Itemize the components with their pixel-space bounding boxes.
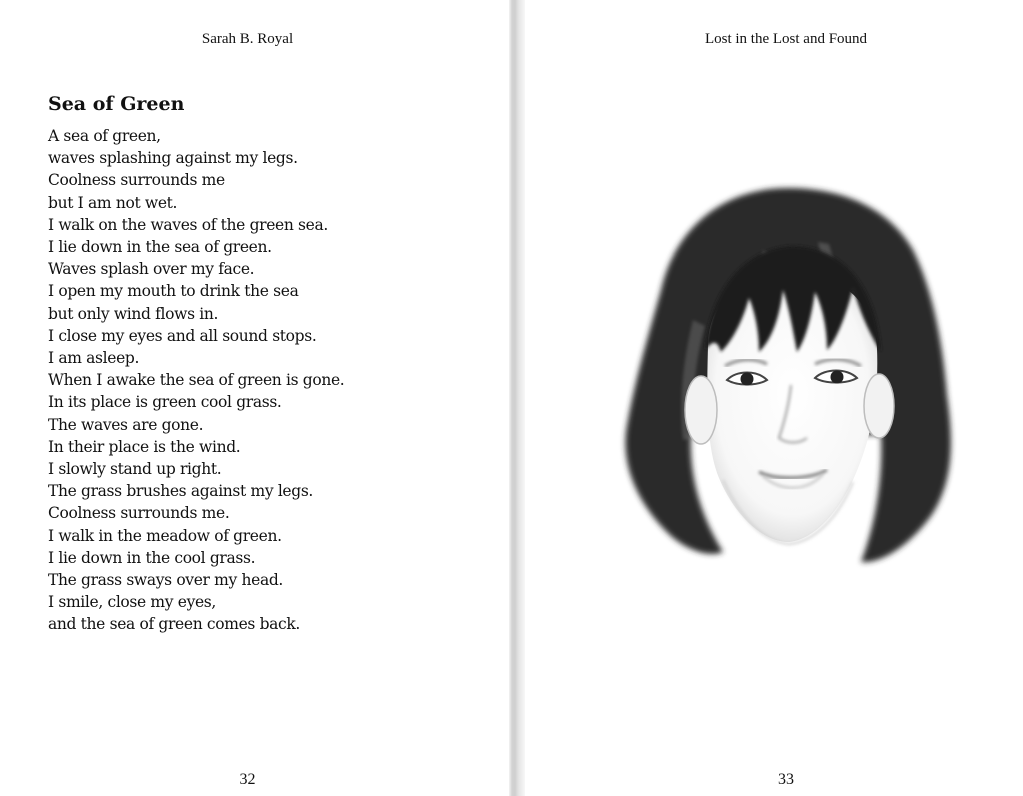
poem-line: Waves splash over my face. [48, 260, 255, 279]
poem-line: I lie down in the sea of green. [48, 238, 272, 257]
poem-line: The grass sways over my head. [48, 571, 284, 590]
poem-line: A sea of green, [48, 127, 161, 145]
right-page[interactable] [525, 0, 1023, 796]
poem-line: Coolness surrounds me. [48, 504, 230, 523]
page-number-left: 32 [239, 771, 256, 788]
girl-portrait-image [613, 180, 958, 575]
poem-line: I smile, close my eyes, [48, 593, 216, 612]
poem-line: I walk in the meadow of green. [48, 526, 282, 545]
poem-line: but only wind flows in. [48, 304, 219, 323]
poem-line: I walk on the waves of the green sea. [48, 215, 328, 234]
book-title-running-head: Lost in the Lost and Found [704, 31, 868, 47]
book-spine-gutter [509, 0, 525, 796]
poem-line: I slowly stand up right. [48, 460, 222, 479]
poem-line: The grass brushes against my legs. [48, 482, 314, 501]
poem-line: I am asleep. [48, 349, 140, 368]
poem-line: I lie down in the cool grass. [48, 548, 256, 567]
poem-line: I close my eyes and all sound stops. [48, 326, 317, 345]
poem-title: Sea of Green [48, 93, 185, 115]
poem-line: Coolness surrounds me [48, 171, 225, 190]
poem-line: but I am not wet. [48, 193, 178, 212]
poem-line: waves splashing against my legs. [48, 149, 298, 168]
poem-line: When I awake the sea of green is gone. [48, 371, 345, 390]
poem-line: and the sea of green comes back. [48, 615, 300, 634]
poem-line: In its place is green cool grass. [48, 393, 282, 412]
left-page[interactable] [0, 0, 509, 796]
poem-line: I open my mouth to drink the sea [48, 282, 299, 301]
page-number-right: 33 [778, 771, 794, 788]
poem-text [48, 125, 344, 636]
poem-line: The waves are gone. [48, 415, 204, 434]
author-running-head: Sarah B. Royal [201, 31, 294, 47]
poem-line: In their place is the wind. [48, 437, 241, 456]
